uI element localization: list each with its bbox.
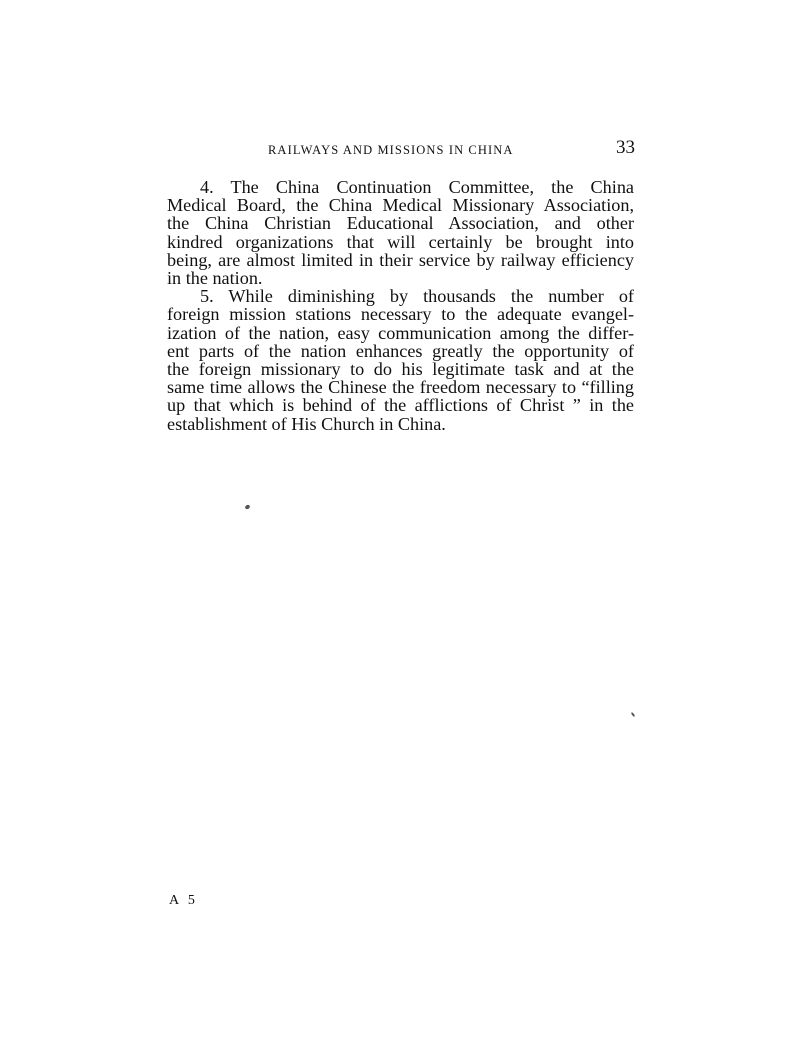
signature-mark: A 5 bbox=[169, 893, 198, 908]
text-line: ization of the nation, easy communication among the differ- bbox=[167, 322, 634, 343]
text-line: Medical Board, the China Medical Missionary Association, bbox=[167, 195, 634, 216]
text-line: 4. The China Continuation Committee, the China bbox=[200, 177, 634, 197]
text-line: the China Christian Educational Association, and other bbox=[167, 213, 634, 234]
ink-speck bbox=[631, 712, 636, 717]
ink-speck bbox=[244, 504, 250, 510]
text-line: establishment of His Church in China. bbox=[167, 413, 446, 434]
running-head: RAILWAYS AND MISSIONS IN CHINA bbox=[268, 143, 514, 157]
text-line: being, are almost limited in their service by railway efficiency bbox=[167, 249, 634, 270]
page-number: 33 bbox=[616, 137, 635, 158]
text-line: 5. While diminishing by thousands the number of bbox=[200, 286, 634, 307]
body-text bbox=[167, 178, 634, 433]
text-line: in the nation. bbox=[167, 268, 263, 289]
text-line: up that which is behind of the afflictions of Christ ” in the bbox=[167, 395, 634, 416]
text-line: same time allows the Chinese the freedom necessary to “filling bbox=[167, 377, 634, 398]
text-line: ent parts of the nation enhances greatly the opportunity of bbox=[167, 340, 634, 361]
paragraph-4 bbox=[167, 178, 634, 287]
paragraph-5 bbox=[167, 287, 634, 433]
text-line: kindred organizations that will certainly be brought into bbox=[167, 231, 634, 252]
text-line: foreign mission stations necessary to the adequate evangel- bbox=[167, 304, 634, 325]
text-line: the foreign missionary to do his legitimate task and at the bbox=[167, 359, 634, 380]
